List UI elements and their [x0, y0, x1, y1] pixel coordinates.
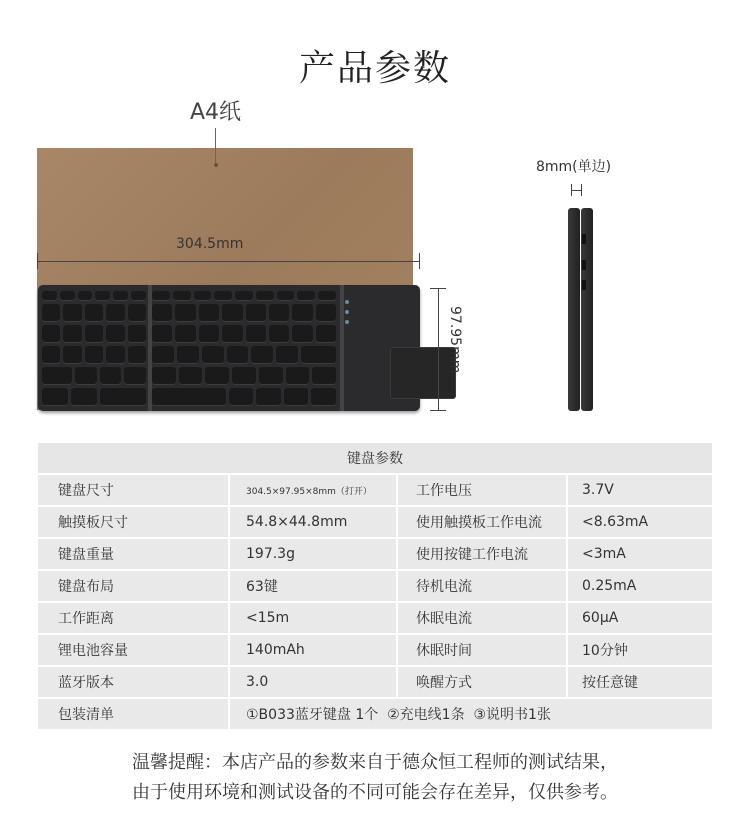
status-leds [345, 300, 351, 330]
spec-value: 3.0 [228, 667, 396, 697]
keyboard-left-section [42, 291, 146, 403]
width-dimension-line [37, 261, 420, 262]
spec-key: 休眠电流 [396, 603, 566, 633]
spec-value: 60μA [566, 603, 712, 633]
spec-key: 使用触摸板工作电流 [396, 507, 566, 537]
paper-label: A4纸 [190, 100, 242, 125]
keyboard-top-view [38, 285, 420, 411]
disclaimer-line-1: 温馨提醒：本店产品的参数来自于德众恒工程师的测试结果， [132, 752, 618, 773]
spec-value: <8.63mA [566, 507, 712, 537]
disclaimer-note [0, 748, 750, 808]
spec-value: 197.3g [228, 539, 396, 569]
package-key: 包装清单 [38, 699, 228, 729]
height-dimension-line [438, 288, 439, 410]
table-row-package [38, 699, 712, 729]
paper-marker-dot [214, 163, 218, 167]
keyboard-hinge-right [340, 285, 344, 411]
spec-value: <15m [228, 603, 396, 633]
spec-key: 触摸板尺寸 [38, 507, 228, 537]
spec-key: 锂电池容量 [38, 635, 228, 665]
spec-table-header: 键盘参数 [38, 443, 712, 473]
spec-value: <3mA [566, 539, 712, 569]
disclaimer-line-2: 由于使用环境和测试设备的不同可能会存在差异，仅供参考。 [132, 782, 618, 803]
width-dimension-label: 304.5mm [176, 236, 244, 252]
table-row [38, 539, 712, 569]
spec-table-header-row [38, 443, 712, 473]
spec-value: 0.25mA [566, 571, 712, 601]
spec-key: 键盘重量 [38, 539, 228, 569]
spec-value: 按任意键 [566, 667, 712, 697]
table-row [38, 635, 712, 665]
keyboard-side-view [568, 208, 594, 411]
spec-value: 63键 [228, 571, 396, 601]
table-row [38, 507, 712, 537]
spec-key: 键盘尺寸 [38, 475, 228, 505]
height-dimension-label: 97.95mm [447, 306, 463, 374]
width-dimension-tick-left [37, 253, 38, 269]
width-dimension-tick-right [419, 253, 420, 269]
spec-value: 3.7V [566, 475, 712, 505]
spec-value: 10分钟 [566, 635, 712, 665]
touchpad [378, 291, 458, 403]
spec-key: 键盘布局 [38, 571, 228, 601]
spec-key: 待机电流 [396, 571, 566, 601]
table-row [38, 667, 712, 697]
keyboard-middle-section [152, 291, 336, 403]
spec-value: 54.8×44.8mm [228, 507, 396, 537]
spec-key: 工作电压 [396, 475, 566, 505]
spec-key: 蓝牙版本 [38, 667, 228, 697]
height-dimension-tick-bottom [430, 410, 446, 411]
thickness-label: 8mm(单边) [536, 159, 612, 175]
paper-leader-line [215, 128, 216, 163]
package-value: ①B033蓝牙键盘 1个 ②充电线1条 ③说明书1张 [228, 699, 712, 729]
thickness-dimension-line [571, 190, 582, 191]
page-title: 产品参数 [298, 48, 451, 89]
table-row [38, 603, 712, 633]
spec-key: 使用按键工作电流 [396, 539, 566, 569]
spec-key: 休眠时间 [396, 635, 566, 665]
spec-key: 唤醒方式 [396, 667, 566, 697]
spec-value: 140mAh [228, 635, 396, 665]
table-row [38, 571, 712, 601]
height-dimension-tick-top [430, 288, 446, 289]
table-row [38, 475, 712, 505]
spec-key: 工作距离 [38, 603, 228, 633]
spec-table [38, 441, 712, 731]
spec-value: 304.5×97.95×8mm（打开） [228, 475, 396, 505]
